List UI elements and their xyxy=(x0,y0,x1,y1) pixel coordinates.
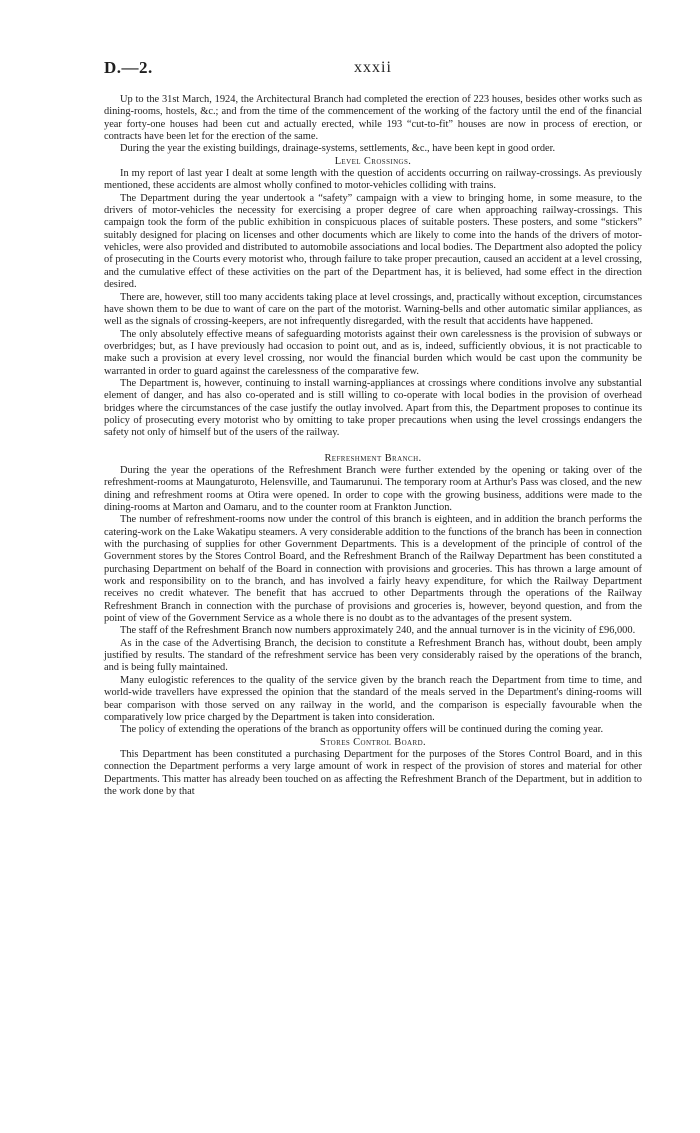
paragraph: The policy of extending the operations of the branch as opportunity offers will be continued during the coming year. xyxy=(120,724,604,736)
section-heading-refreshment-branch: Refreshment Branch. xyxy=(324,452,422,464)
page-header xyxy=(104,58,642,80)
paragraph: During the year the operations of the Refreshment Branch were further extended by the opening or taking over of the refreshment-rooms at Maungaturoto, Helensville, and Taumarunui. The temporary room at Arthur's Pass was closed, and the new dining and refreshment rooms at Otira were opened. In order to cope with the growing business, additions were made to the dining-rooms at Marton and Oamaru, and to the counter room at Frankton Junction. xyxy=(104,464,642,513)
paragraph: The Department is, however, continuing to install warning-appliances at crossings where conditions involve any substantial element of danger, and has also co-operated and is still willing to co-operate with local bodies in the provision of overhead bridges where the circumstances of the case justify the outlay involved. Apart from this, the Department proposes to continue its policy of prosecuting every motorist who by omitting to take proper precautions when using the level crossings endangers the safety not only of himself but of the users of the railway. xyxy=(104,377,642,439)
paragraph: Up to the 31st March, 1924, the Architectural Branch had completed the erection of 223 houses, besides other works such as dining-rooms, hostels, &c.; and from the time of the commencement of the working of the factory until the end of the financial year forty-one houses had been cut and actually erected, while 193 “cut-to-fit” houses are now in process of erection, or contracts have been let for the erection of the same. xyxy=(104,94,642,143)
document-code: D.—2. xyxy=(104,58,153,77)
paragraph: This Department has been constituted a purchasing Department for the purposes of the Stores Control Board, and in this connection the Department performs a very large amount of work in respect of the provision of stores and material for other Departments. This matter has already been touched on as affecting the Refreshment Branch of the Department, but in addition to the work done by that xyxy=(104,748,642,797)
paragraph: The Department during the year undertook a “safety” campaign with a view to bringing home, in some measure, to the drivers of motor-vehicles the necessity for exercising a proper degree of care when approaching railway-crossings. This campaign took the form of the public exhibition in conspicuous places of suitable posters. These posters, and some “stickers” suitably designed for placing on licenses and other documents which are likely to come into the hands of the drivers of motor-vehicles, were also provided and distributed to automobile associations and local bodies. The Department also adopted the policy of prosecuting in the Courts every motorist who, through failure to take proper precaution, caused an accident at a level crossing, and the cumulative effect of these activities on the part of the Department has, it is believed, had some effect in the direction desired. xyxy=(104,192,642,291)
paragraph: The staff of the Refreshment Branch now numbers approximately 240, and the annual turnover is in the vicinity of £96,000. xyxy=(120,625,636,637)
section-heading-stores-control-board: Stores Control Board. xyxy=(319,736,427,748)
paragraph: The only absolutely effective means of safeguarding motorists against their own carelessness is the provision of subways or overbridges; but, as I have previously had occasion to point out, and as is, indeed, sufficiently obvious, it is not practicable to make such a provision at every level crossing, nor would the financial burden which would be cast upon the community be warranted in order to guard against the carelessness of the comparative few. xyxy=(104,328,642,377)
paragraph: During the year the existing buildings, drainage-systems, settlements, &c., have been kept in good order. xyxy=(120,143,556,155)
page-number: xxxii xyxy=(354,59,392,76)
section-heading-level-crossings: Level Crossings. xyxy=(334,155,412,167)
paragraph: There are, however, still too many accidents taking place at level crossings, and, practically without exception, circumstances have shown them to be due to want of care on the part of the motorist. Warning-bells and other automatic similar appliances, as well as the signals of crossing-keepers, are not infrequently disregarded, with the result that accidents have happened. xyxy=(104,291,642,328)
paragraph: Many eulogistic references to the quality of the service given by the branch reach the Department from time to time, and world-wide travellers have expressed the opinion that the standard of the meals served in the Department's dining-rooms will bear comparison with those served on any railway in the world, and the comparison is especially favourable when the comparatively low price charged by the Department is taken into consideration. xyxy=(104,674,642,723)
paragraph: As in the case of the Advertising Branch, the decision to constitute a Refreshment Branch has, without doubt, been amply justified by results. The standard of the refreshment service has been very considerably raised by the operations of the branch, and is being fully maintained. xyxy=(104,637,642,674)
paragraph: In my report of last year I dealt at some length with the question of accidents occurring on railway-crossings. As previously mentioned, these accidents are almost wholly confined to motor-vehicles colliding with trains. xyxy=(104,168,642,192)
page-body xyxy=(104,94,642,798)
paragraph: The number of refreshment-rooms now under the control of this branch is eighteen, and in addition the branch performs the catering-work on the Lake Wakatipu steamers. A very considerable addition to the functions of the branch has been in connection with the purchasing of supplies for other Government Departments. This is a development of the principle of control of the Government stores by the Stores Control Board, and the Refreshment Branch of the Railway Department has been constituted a purchasing Department on behalf of the Board in connection with provisions and groceries. This has thrown a large amount of work and responsibility on to the branch, and has involved a fairly heavy expenditure, for which the Railway Department receives no credit whatever. The benefit that has accrued to other Departments through the operations of the Railway Refreshment Branch in connection with the purchase of provisions and groceries is, however, beyond question, and from the point of view of the Government Service as a whole there is no doubt as to the advantages of the present system. xyxy=(104,514,642,625)
